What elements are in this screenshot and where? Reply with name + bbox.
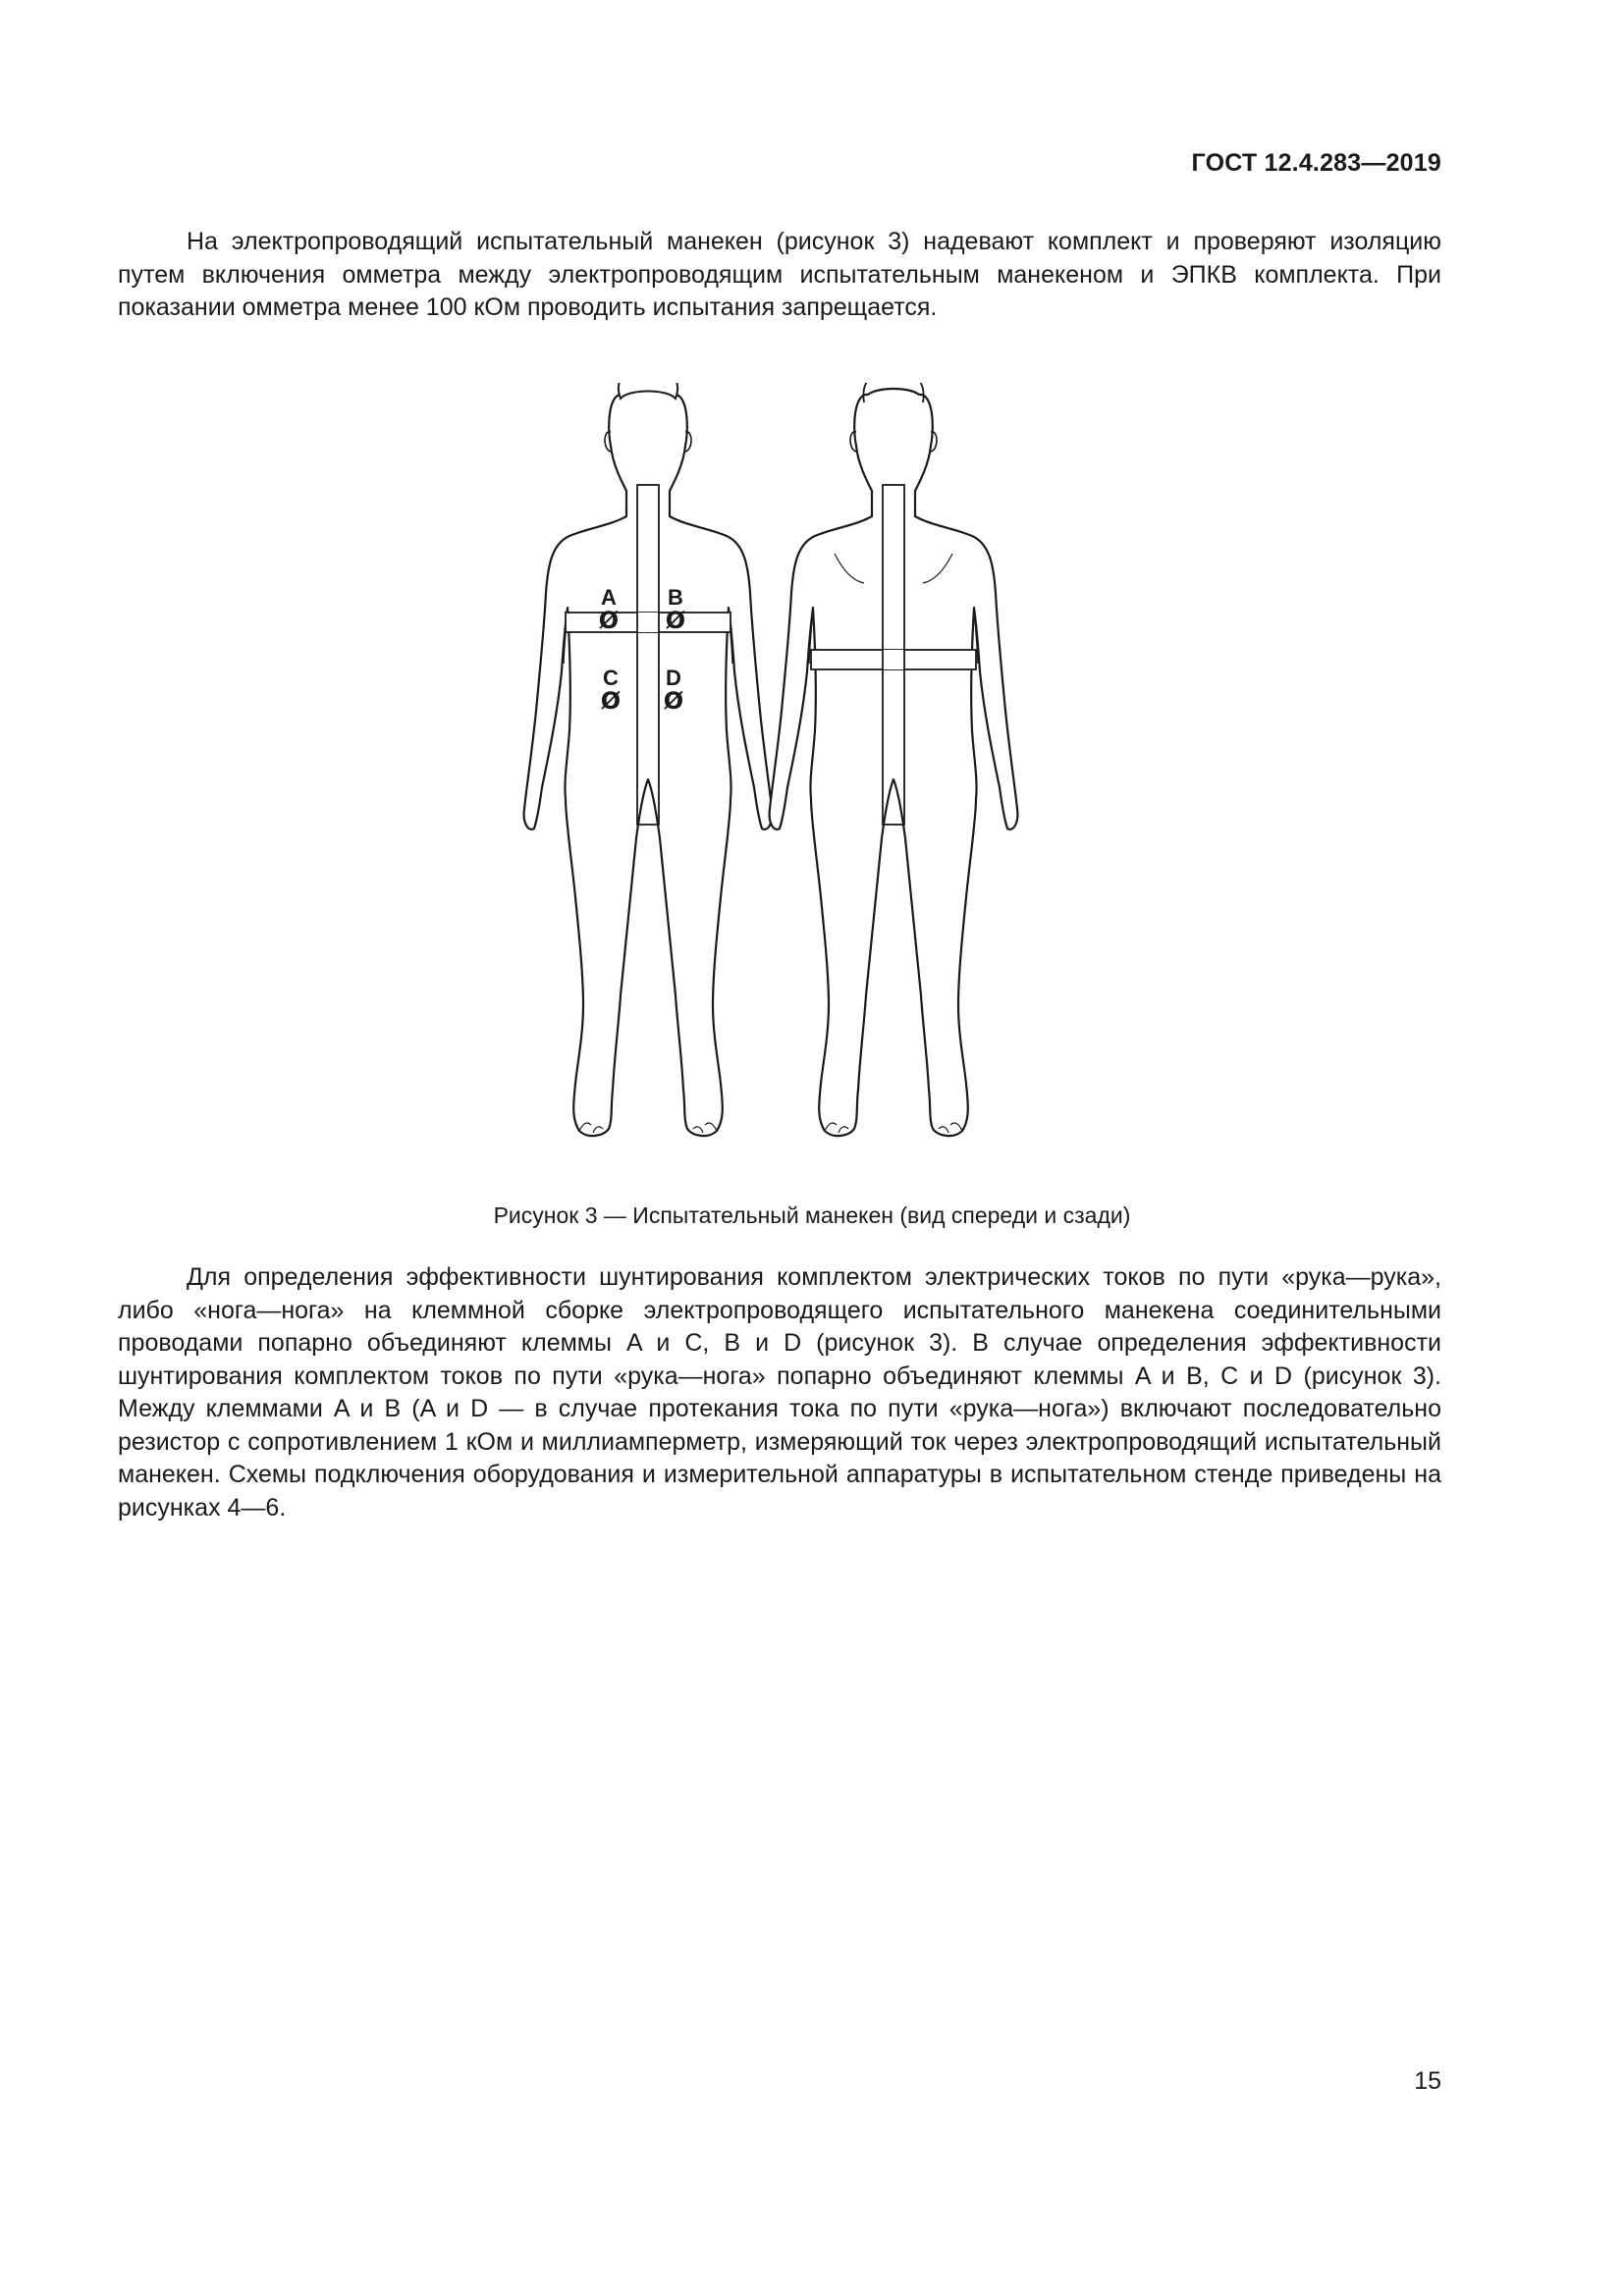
terminal-b-symbol: Ø [665, 607, 686, 634]
terminal-c-label: C [603, 666, 619, 690]
document-header: ГОСТ 12.4.283—2019 [1191, 149, 1441, 177]
terminal-c-symbol: Ø [600, 687, 622, 715]
figure-caption: Рисунок 3 — Испытательный манекен (вид спереди и сзади) [493, 1202, 1131, 1228]
terminal-a-symbol: Ø [598, 607, 620, 634]
mannequin-front-view [524, 383, 773, 1136]
paragraph-shunting-method [118, 1261, 1441, 1524]
mannequin-back-view [770, 383, 1018, 1136]
terminal-d [664, 666, 683, 715]
page-number: 15 [1414, 2067, 1441, 2095]
terminal-d-symbol: Ø [663, 687, 684, 715]
paragraph-2-text: Для определения эффективности шунтирования комплектом электрических токов по пути «рука—рука», либо «нога—нога» на клеммной сборке электропроводящего испытательного манекена соединительными проводами попарно объединяют клеммы A и C, B и D (рисунок 3). В случае определения эффективности шунтирования комплектом токов по пути «рука—нога» попарно объединяют клеммы A и B, C и D (рисунок 3). Между клеммами A и B (A и D — в случае протекания тока по пути «рука—нога») включают последовательно резистор с сопротивлением 1 кОм и миллиамперметр, измеряющий ток через электропроводящий испытательный манекен. Схемы подключения оборудования и измерительной аппаратуры в испытательном стенде приведены на рисунках 4—6. [118, 1263, 1441, 1522]
terminal-a [599, 585, 619, 634]
figure-3-mannequin [511, 383, 1021, 1168]
paragraph-1-text: На электропроводящий испытательный манекен (рисунок 3) надевают комплект и проверяют изоляцию путем включения омметра между электропроводящим испытательным манекеном и ЭПКВ комплекта. При показании омметра менее 100 кОм проводить испытания запрещается. [118, 228, 1441, 321]
paragraph-insulation-check [118, 226, 1441, 325]
terminal-c [601, 666, 621, 715]
terminal-d-label: D [666, 666, 681, 690]
terminal-b [666, 585, 685, 634]
terminal-a-label: A [601, 585, 617, 610]
terminal-b-label: B [668, 585, 683, 610]
mannequin-illustration [511, 383, 1021, 1168]
